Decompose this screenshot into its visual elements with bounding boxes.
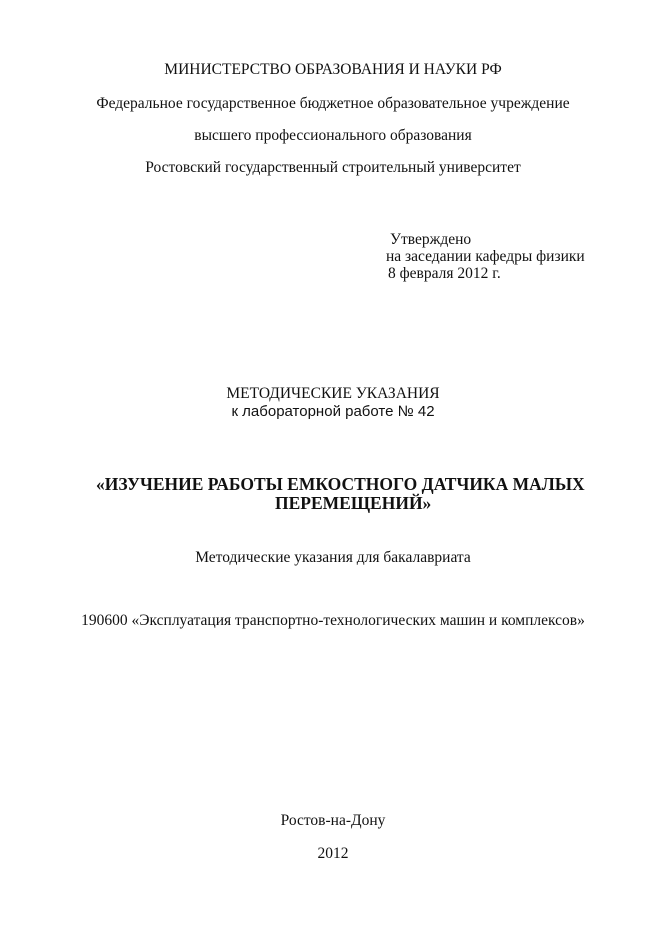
document-title-line2: ПЕРЕМЕЩЕНИЙ» (275, 493, 432, 513)
publication-city: Ростов-на-Дону (280, 812, 386, 829)
document-title-line1: «ИЗУЧЕНИЕ РАБОТЫ ЕМКОСТНОГО ДАТЧИКА МАЛЫХ (96, 474, 585, 494)
audience-note: Методические указания для бакалавриата (195, 549, 471, 566)
approval-department: на заседании кафедры физики (386, 248, 585, 265)
ministry-heading: МИНИСТЕРСТВО ОБРАЗОВАНИЯ И НАУКИ РФ (164, 61, 502, 78)
doc-type-heading: МЕТОДИЧЕСКИЕ УКАЗАНИЯ (226, 385, 440, 402)
university-name: Ростовский государственный строительный университет (145, 159, 521, 176)
lab-work-number: к лабораторной работе № 42 (231, 403, 435, 420)
publication-year: 2012 (317, 845, 349, 862)
education-level: высшего профессионального образования (194, 127, 472, 144)
institution-type: Федеральное государственное бюджетное образовательное учреждение (96, 95, 570, 112)
approval-date: 8 февраля 2012 г. (388, 265, 501, 282)
approval-label: Утверждено (390, 231, 472, 248)
specialty-code: 190600 «Эксплуатация транспортно-технологических машин и комплексов» (81, 612, 585, 629)
